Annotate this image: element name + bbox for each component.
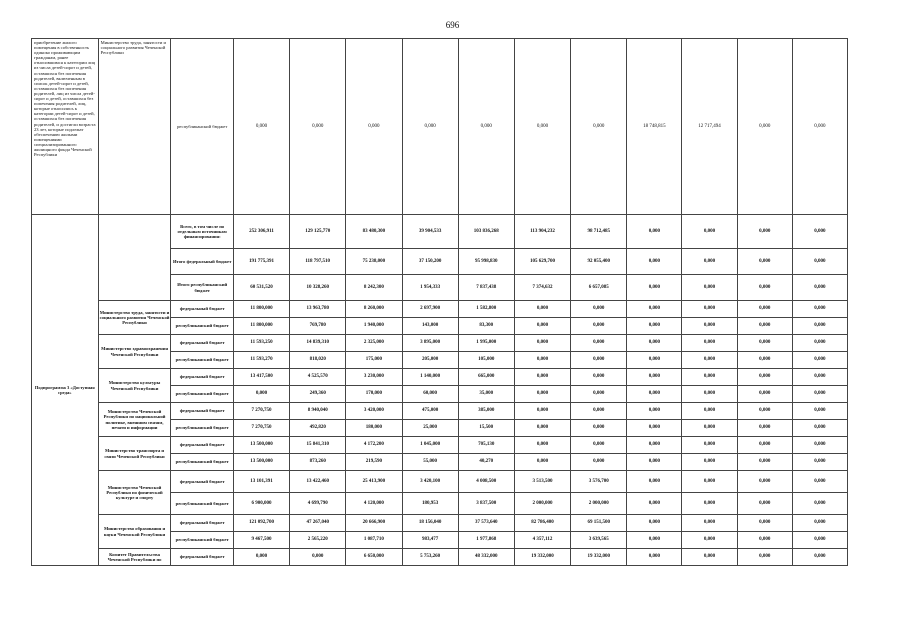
value-cell: 39 904,533 <box>402 215 458 249</box>
value-cell: 9 467,500 <box>233 532 289 549</box>
value-cell: 0,000 <box>514 352 570 369</box>
value-cell: 105,000 <box>458 352 514 369</box>
budget-table <box>31 38 848 566</box>
value-cell: 0,000 <box>627 403 682 420</box>
value-cell: 40,270 <box>458 454 514 471</box>
value-cell: 13 500,000 <box>233 454 289 471</box>
value-cell: 48 332,000 <box>458 549 514 566</box>
value-cell: 92 055,400 <box>571 249 627 275</box>
value-cell: 15 841,310 <box>290 437 346 454</box>
value-cell: 0,000 <box>792 403 847 420</box>
source-cell: республиканский бюджет <box>171 493 233 515</box>
value-cell: 0,000 <box>571 454 627 471</box>
value-cell: 69 151,500 <box>571 515 627 532</box>
value-cell: 2 325,000 <box>346 335 402 352</box>
value-cell: 0,000 <box>290 549 346 566</box>
value-cell: 3 576,700 <box>571 471 627 493</box>
value-cell: 0,000 <box>792 352 847 369</box>
value-cell: 3 230,000 <box>346 369 402 386</box>
value-cell: 6 657,085 <box>571 275 627 301</box>
value-cell: 2 000,000 <box>514 493 570 515</box>
ministry-name-cell: Комитет Правительства Чеченской Республики по <box>98 549 171 566</box>
value-cell: 205,000 <box>402 352 458 369</box>
value-cell: 0,000 <box>627 454 682 471</box>
value-cell: 0,000 <box>737 39 792 215</box>
value-cell: 219,590 <box>346 454 402 471</box>
value-cell: 0,000 <box>737 386 792 403</box>
value-cell: 0,000 <box>737 318 792 335</box>
value-cell: 0,000 <box>682 437 737 454</box>
value-cell: 0,000 <box>682 215 737 249</box>
value-cell: 0,000 <box>627 471 682 493</box>
value-cell: 0,000 <box>792 39 847 215</box>
value-cell: 385,000 <box>458 403 514 420</box>
value-cell: 0,000 <box>627 532 682 549</box>
value-cell: 13 417,500 <box>233 369 289 386</box>
value-cell: 818,020 <box>290 352 346 369</box>
value-cell: 0,000 <box>514 301 570 318</box>
empty-cell <box>98 215 171 301</box>
source-cell: федеральный бюджет <box>171 437 233 454</box>
value-cell: 0,000 <box>737 437 792 454</box>
value-cell: 0,000 <box>792 386 847 403</box>
value-cell: 8 260,000 <box>346 301 402 318</box>
value-cell: 25,000 <box>402 420 458 437</box>
source-cell: республиканский бюджет <box>171 352 233 369</box>
value-cell: 129 125,770 <box>290 215 346 249</box>
value-cell: 143,000 <box>402 318 458 335</box>
value-cell: 15,500 <box>458 420 514 437</box>
value-cell: 0,000 <box>627 275 682 301</box>
ministry-name-cell: Министерство здравоохранения Чеченской Республики <box>98 335 171 369</box>
value-cell: 0,000 <box>792 318 847 335</box>
value-cell: 0,000 <box>514 420 570 437</box>
value-cell: 0,000 <box>627 369 682 386</box>
value-cell: 0,000 <box>792 249 847 275</box>
value-cell: 0,000 <box>682 352 737 369</box>
value-cell: 0,000 <box>233 386 289 403</box>
value-cell: 7 270,750 <box>233 403 289 420</box>
value-cell: 37 150,200 <box>402 249 458 275</box>
value-cell: 121 092,700 <box>233 515 289 532</box>
value-cell: 0,000 <box>682 301 737 318</box>
value-cell: 0,000 <box>571 437 627 454</box>
value-cell: 60 531,520 <box>233 275 289 301</box>
value-cell: 0,000 <box>792 437 847 454</box>
value-cell: 3 895,000 <box>402 335 458 352</box>
value-cell: 0,000 <box>682 275 737 301</box>
value-cell: 6 900,000 <box>233 493 289 515</box>
value-cell: 82 786,400 <box>514 515 570 532</box>
value-cell: 75 238,000 <box>346 249 402 275</box>
value-cell: 6 650,000 <box>346 549 402 566</box>
value-cell: 2 565,220 <box>290 532 346 549</box>
value-cell: 0,000 <box>571 301 627 318</box>
value-cell: 3 420,100 <box>402 471 458 493</box>
value-cell: 0,000 <box>571 420 627 437</box>
source-cell: республиканский бюджет <box>171 318 233 335</box>
value-cell: 170,000 <box>346 386 402 403</box>
table-row <box>32 437 848 454</box>
value-cell: 0,000 <box>514 318 570 335</box>
value-cell: 12 717,494 <box>682 39 737 215</box>
value-cell: 0,000 <box>737 369 792 386</box>
value-cell: 11 800,000 <box>233 301 289 318</box>
value-cell: 191 775,391 <box>233 249 289 275</box>
value-cell: 0,000 <box>514 437 570 454</box>
value-cell: 0,000 <box>792 275 847 301</box>
value-cell: 8 242,300 <box>346 275 402 301</box>
value-cell: 0,000 <box>737 493 792 515</box>
source-cell: федеральный бюджет <box>171 301 233 318</box>
value-cell: 873,260 <box>290 454 346 471</box>
value-cell: 1 140,000 <box>402 369 458 386</box>
source-cell: республиканский бюджет <box>171 386 233 403</box>
source-cell: федеральный бюджет <box>171 471 233 493</box>
table-row <box>32 335 848 352</box>
value-cell: 0,000 <box>792 532 847 549</box>
value-cell: 0,000 <box>571 369 627 386</box>
value-cell: 0,000 <box>346 39 402 215</box>
value-cell: 1 087,710 <box>346 532 402 549</box>
value-cell: 118 797,510 <box>290 249 346 275</box>
value-cell: 0,000 <box>792 549 847 566</box>
value-cell: 11 593,250 <box>233 335 289 352</box>
source-cell: республиканский бюджет <box>171 532 233 549</box>
value-cell: 4 172,200 <box>346 437 402 454</box>
value-cell: 13 963,780 <box>290 301 346 318</box>
ministry-name-cell: Министерство образования и науки Чеченской Республики <box>98 515 171 549</box>
value-cell: 0,000 <box>627 493 682 515</box>
value-cell: 83 480,300 <box>346 215 402 249</box>
value-cell: 475,000 <box>402 403 458 420</box>
source-cell: федеральный бюджет <box>171 515 233 532</box>
source-cell: федеральный бюджет <box>171 335 233 352</box>
value-cell: 0,000 <box>682 493 737 515</box>
value-cell: 0,000 <box>571 386 627 403</box>
value-cell: 175,000 <box>346 352 402 369</box>
value-cell: 0,000 <box>571 318 627 335</box>
value-cell: 249,360 <box>290 386 346 403</box>
value-cell: 0,000 <box>792 301 847 318</box>
value-cell: 8 940,040 <box>290 403 346 420</box>
value-cell: 7 837,438 <box>458 275 514 301</box>
value-cell: 0,000 <box>737 352 792 369</box>
value-cell: 0,000 <box>627 215 682 249</box>
value-cell: 180,000 <box>346 420 402 437</box>
value-cell: 5 753,260 <box>402 549 458 566</box>
value-cell: 4 120,000 <box>346 493 402 515</box>
value-cell: 11 800,000 <box>233 318 289 335</box>
value-cell: 0,000 <box>514 386 570 403</box>
value-cell: 0,000 <box>571 39 627 215</box>
value-cell: 0,000 <box>792 515 847 532</box>
source-cell: республиканский бюджет <box>171 454 233 471</box>
table-row <box>32 549 848 566</box>
value-cell: 0,000 <box>682 471 737 493</box>
table-row <box>32 301 848 318</box>
subprogram-name-cell: Подпрограмма 3 «Доступная среда» <box>32 215 99 566</box>
value-cell: 0,000 <box>514 39 570 215</box>
value-cell: 0,000 <box>514 403 570 420</box>
value-cell: 3 837,500 <box>458 493 514 515</box>
value-cell: 983,477 <box>402 532 458 549</box>
value-cell: 0,000 <box>682 515 737 532</box>
value-cell: 0,000 <box>682 549 737 566</box>
value-cell: 0,000 <box>627 386 682 403</box>
table-row <box>32 403 848 420</box>
value-cell: 0,000 <box>792 215 847 249</box>
value-cell: 0,000 <box>682 335 737 352</box>
source-cell: республиканский бюджет <box>171 39 233 215</box>
value-cell: 0,000 <box>627 352 682 369</box>
value-cell: 0,000 <box>682 386 737 403</box>
value-cell: 769,780 <box>290 318 346 335</box>
value-cell: 0,000 <box>792 369 847 386</box>
value-cell: 60,000 <box>402 386 458 403</box>
value-cell: 95 998,830 <box>458 249 514 275</box>
source-cell: федеральный бюджет <box>171 549 233 566</box>
value-cell: 0,000 <box>682 420 737 437</box>
value-cell: 0,000 <box>627 318 682 335</box>
value-cell: 0,000 <box>627 549 682 566</box>
value-cell: 0,000 <box>627 301 682 318</box>
value-cell: 0,000 <box>737 471 792 493</box>
value-cell: 19 332,000 <box>571 549 627 566</box>
ministry-name-cell: Министерство Чеченской Республики по физической культуре и спорту <box>98 471 171 515</box>
value-cell: 25 413,900 <box>346 471 402 493</box>
value-cell: 4 525,570 <box>290 369 346 386</box>
value-cell: 0,000 <box>737 549 792 566</box>
page-number: 696 <box>445 20 460 30</box>
value-cell: 0,000 <box>737 454 792 471</box>
value-cell: 3 639,565 <box>571 532 627 549</box>
value-cell: 0,000 <box>514 335 570 352</box>
value-cell: 0,000 <box>402 39 458 215</box>
value-cell: 0,000 <box>571 403 627 420</box>
value-cell: 1 995,000 <box>458 335 514 352</box>
ministry-name-cell: Министерство культуры Чеченской Республики <box>98 369 171 403</box>
value-cell: 4 357,112 <box>514 532 570 549</box>
value-cell: 0,000 <box>792 420 847 437</box>
value-cell: 37 573,640 <box>458 515 514 532</box>
source-cell: республиканский бюджет <box>171 420 233 437</box>
value-cell: 103 836,268 <box>458 215 514 249</box>
ministry-name-cell: Министерство транспорта и связи Чеченской Республики <box>98 437 171 471</box>
value-cell: 0,000 <box>627 515 682 532</box>
value-cell: 0,000 <box>682 532 737 549</box>
value-cell: 0,000 <box>627 420 682 437</box>
value-cell: 1 582,800 <box>458 301 514 318</box>
value-cell: 20 666,900 <box>346 515 402 532</box>
total-label-cell: Итого федеральный бюджет <box>171 249 233 275</box>
value-cell: 0,000 <box>514 454 570 471</box>
table-row <box>32 515 848 532</box>
value-cell: 18 156,040 <box>402 515 458 532</box>
value-cell: 0,000 <box>737 515 792 532</box>
value-cell: 492,820 <box>290 420 346 437</box>
table-row-total <box>32 215 848 249</box>
value-cell: 0,000 <box>514 369 570 386</box>
value-cell: 113 904,232 <box>514 215 570 249</box>
value-cell: 0,000 <box>627 335 682 352</box>
value-cell: 0,000 <box>737 275 792 301</box>
value-cell: 1 045,000 <box>402 437 458 454</box>
value-cell: 665,000 <box>458 369 514 386</box>
value-cell: 55,000 <box>402 454 458 471</box>
value-cell: 10 328,260 <box>290 275 346 301</box>
value-cell: 7 270,750 <box>233 420 289 437</box>
value-cell: 13 500,000 <box>233 437 289 454</box>
value-cell: 0,000 <box>682 454 737 471</box>
value-cell: 0,000 <box>737 301 792 318</box>
value-cell: 13 101,391 <box>233 471 289 493</box>
value-cell: 0,000 <box>737 532 792 549</box>
value-cell: 0,000 <box>737 335 792 352</box>
ministry-name-cell: Министерство труда, занятости и социального развития Чеченской Республики <box>98 301 171 335</box>
value-cell: 3 513,500 <box>514 471 570 493</box>
value-cell: 3 420,000 <box>346 403 402 420</box>
value-cell: 0,000 <box>792 493 847 515</box>
value-cell: 0,000 <box>233 39 289 215</box>
value-cell: 4 008,500 <box>458 471 514 493</box>
value-cell: 13 422,460 <box>290 471 346 493</box>
source-cell: федеральный бюджет <box>171 403 233 420</box>
value-cell: 0,000 <box>571 335 627 352</box>
value-cell: 0,000 <box>737 249 792 275</box>
source-cell: федеральный бюджет <box>171 369 233 386</box>
ministry-cell: Министерство труда, занятости и социального развития Чеченской Республики <box>98 39 171 215</box>
value-cell: 2 000,000 <box>571 493 627 515</box>
value-cell: 0,000 <box>682 318 737 335</box>
value-cell: 705,130 <box>458 437 514 454</box>
value-cell: 0,000 <box>458 39 514 215</box>
value-cell: 0,000 <box>682 249 737 275</box>
value-cell: 18 748,815 <box>627 39 682 215</box>
value-cell: 0,000 <box>571 352 627 369</box>
value-cell: 98 712,485 <box>571 215 627 249</box>
value-cell: 0,000 <box>682 403 737 420</box>
value-cell: 0,000 <box>792 454 847 471</box>
value-cell: 0,000 <box>792 471 847 493</box>
value-cell: 14 839,310 <box>290 335 346 352</box>
total-label-cell: Всего, в том числе по отдельным источникам финансирования: <box>171 215 233 249</box>
value-cell: 0,000 <box>233 549 289 566</box>
table-row <box>32 369 848 386</box>
value-cell: 7 374,632 <box>514 275 570 301</box>
value-cell: 1 977,868 <box>458 532 514 549</box>
value-cell: 0,000 <box>682 369 737 386</box>
total-label-cell: Итого республиканский бюджет <box>171 275 233 301</box>
value-cell: 35,000 <box>458 386 514 403</box>
ministry-name-cell: Министерство Чеченской Республики по национальной политике, внешним связям, печати и информации <box>98 403 171 437</box>
value-cell: 252 306,911 <box>233 215 289 249</box>
value-cell: 1 954,333 <box>402 275 458 301</box>
value-cell: 47 267,040 <box>290 515 346 532</box>
value-cell: 0,000 <box>627 437 682 454</box>
value-cell: 2 697,900 <box>402 301 458 318</box>
value-cell: 0,000 <box>737 403 792 420</box>
value-cell: 11 593,270 <box>233 352 289 369</box>
value-cell: 4 699,790 <box>290 493 346 515</box>
value-cell: 0,000 <box>737 420 792 437</box>
value-cell: 19 332,000 <box>514 549 570 566</box>
value-cell: 180,953 <box>402 493 458 515</box>
value-cell: 0,000 <box>737 215 792 249</box>
table-row <box>32 471 848 493</box>
value-cell: 0,000 <box>290 39 346 215</box>
value-cell: 0,000 <box>627 249 682 275</box>
table-row-top <box>32 39 848 215</box>
value-cell: 83,300 <box>458 318 514 335</box>
value-cell: 1 940,000 <box>346 318 402 335</box>
value-cell: 105 629,700 <box>514 249 570 275</box>
measure-description-cell: приобретение жилого помещения в собственность одиноко проживающим гражданам, ранее относившимся к категории лиц из числа детей-сирот и детей, оставшихся без попечения родителей, включенным в список детей-сирот и детей, оставшихся без попечения родителей, лиц из числа детей-сирот и детей, оставшихся без попечения родителей, лиц, которые относились к категории детей-сирот и детей, оставшихся без попечения родителей, и достигли возраста 23 лет, которые подлежат обеспечению жилыми помещениями специализированного жилищного фонда Чеченской Республики <box>32 39 99 215</box>
value-cell: 0,000 <box>792 335 847 352</box>
